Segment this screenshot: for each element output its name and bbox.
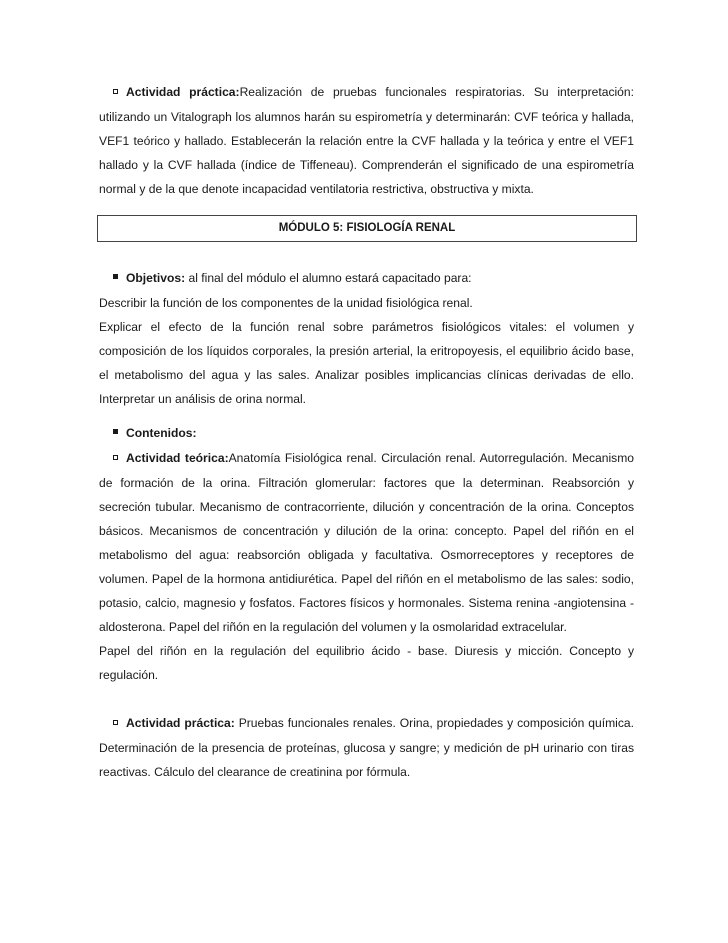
theory-activity-text-2: Papel del riñón en la regulación del equilibrio ácido - base. Diuresis y micción. Concepto y regulación. (99, 644, 634, 682)
module-title-box (97, 215, 637, 242)
contents-heading (99, 421, 634, 446)
open-square-bullet-icon (113, 81, 126, 105)
renal-practical-label: Actividad práctica: (126, 716, 235, 730)
bullet-indent (99, 85, 113, 99)
practical-activity-text: Realización de pruebas funcionales respiratorias. Su interpretación: utilizando un Vitalograph los alumnos harán su espirometría y determinarán: CVF teórica y hallada, VEF1 teórico y hallado. Establecerán la relación entre la CVF hallada y la teórica y entre el VEF1 hallado y la CVF hallada (índice de Tiffeneau). Comprenderán el significado de una espirometría normal y de la que denote incapacidad ventilatoria restrictiva, obstructiva y mixta. (99, 85, 634, 196)
theory-activity-label: Actividad teórica: (126, 451, 229, 465)
filled-square-bullet-icon (113, 422, 126, 446)
objectives-intro: al final del módulo el alumno estará capacitado para: (185, 271, 472, 285)
open-square-bullet-icon (113, 447, 126, 471)
filled-square-bullet-icon (113, 267, 126, 291)
open-square-bullet-icon (113, 712, 126, 736)
practical-activity-label: Actividad práctica: (126, 85, 240, 99)
objectives-line-1: Describir la función de los componentes de la unidad fisiológica renal. (99, 296, 473, 310)
document-page (99, 80, 634, 784)
renal-practical-paragraph (99, 711, 634, 784)
theory-activity-paragraph (99, 446, 634, 639)
objectives-line-2: Explicar el efecto de la función renal sobre parámetros fisiológicos vitales: el volumen y composición de los líquidos corporales, la presión arterial, la eritropoyesis, el equilibrio ácido base, el metabolismo del agua y las sales. Analizar posibles implicancias clínicas derivadas de ello. Interpretar un análisis de orina normal. (99, 320, 634, 406)
module-title: MÓDULO 5: FISIOLOGÍA RENAL (278, 222, 456, 234)
renal-practical-text: Pruebas funcionales renales. Orina, propiedades y composición química. Determinación de la presencia de proteínas, glucosa y sangre; y medición de pH urinario con tiras reactivas. Cálculo del clearance de creatinina por fórmula. (99, 716, 634, 779)
contents-label: Contenidos: (126, 426, 197, 440)
objectives-heading (99, 266, 634, 291)
objectives-label: Objetivos: (126, 271, 186, 285)
practical-activity-paragraph (99, 80, 634, 201)
theory-activity-text: Anatomía Fisiológica renal. Circulación renal. Autorregulación. Mecanismo de formación de la orina. Filtración glomerular: factores que la determinan. Reabsorción y secreción tubular. Mecanismo de contracorriente, dilución y concentración de la orina. Conceptos básicos. Mecanismos de concentración y dilución de la orina: concepto. Papel del riñón en el metabolismo del agua: reabsorción obligada y facultativa. Osmorreceptores y receptores de volumen. Papel de la hormona antidiurética. Papel del riñón en el metabolismo de las sales: sodio, potasio, calcio, magnesio y fosfatos. Factores físicos y hormonales. Sistema renina -angiotensina - aldosterona. Papel del riñón en la regulación del volumen y la osmolaridad extracelular. (99, 451, 634, 634)
